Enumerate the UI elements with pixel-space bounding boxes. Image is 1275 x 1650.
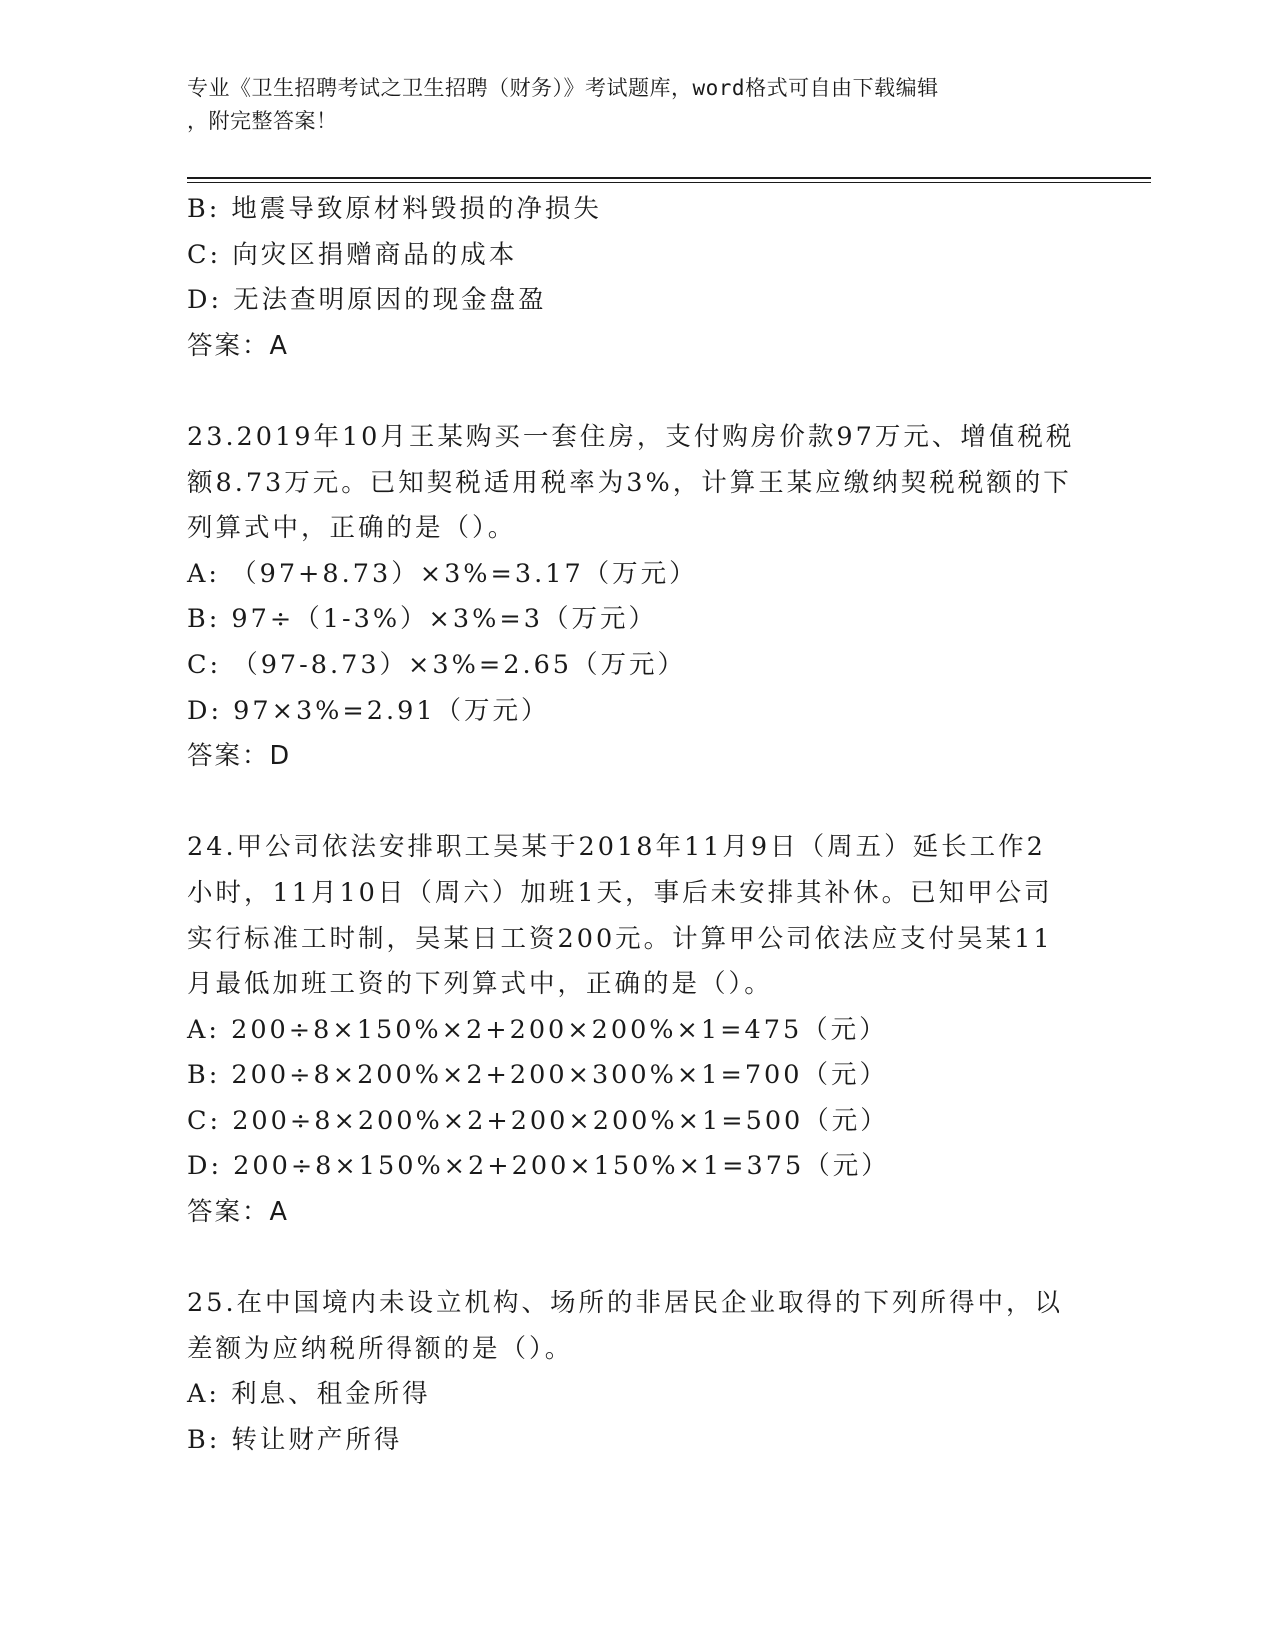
header-divider-thin [187,182,1151,183]
option-d: D: 200÷8×150%×2+200×150%×1=375（元） [187,1151,890,1182]
option-b: B: 200÷8×200%×2+200×300%×1=700（元） [187,1060,888,1091]
answer-line: 答案：A [187,1197,289,1228]
option-b: B: 地震导致原材料毁损的净损失 [187,194,602,224]
question-content [187,187,1087,1464]
header-line-1: 专业《卫生招聘考试之卫生招聘（财务）》考试题库，word格式可自由下载编辑 [187,76,939,100]
question-23 [187,415,1087,780]
header-divider-thick [187,177,1151,179]
answer-line: 答案：D [187,741,292,772]
question-stem-line: 额8.73万元。已知契税适用税率为3%，计算王某应缴纳契税税额的下 [187,467,1072,498]
option-c: C: 200÷8×200%×2+200×200%×1=500（元） [187,1105,889,1136]
question-stem-line: 差额为应纳税所得额的是（）。 [187,1333,574,1364]
header-line-2: ，附完整答案！ [187,109,338,133]
prev-question [187,187,1087,369]
option-b: B: 转让财产所得 [187,1425,403,1456]
question-stem-line: 实行标准工时制，吴某日工资200元。计算甲公司依法应支付吴某11 [187,923,1053,954]
question-stem-line: 列算式中，正确的是（）。 [187,513,517,544]
option-a: A: 200÷8×150%×2+200×200%×1=475（元） [187,1014,888,1045]
document-header [187,72,1067,138]
option-a: A: （97+8.73）×3%=3.17（万元） [187,558,698,589]
option-d: D: 无法查明原因的现金盘盈 [187,285,547,316]
option-c: C: （97-8.73）×3%=2.65（万元） [187,649,687,680]
option-b: B: 97÷（1-3%）×3%=3（万元） [187,604,657,635]
spacer [187,780,1087,826]
question-24 [187,825,1087,1235]
question-25 [187,1281,1087,1463]
question-stem-line: 24.甲公司依法安排职工吴某于2018年11月9日（周五）延长工作2 [187,832,1046,863]
question-stem-line: 月最低加班工资的下列算式中，正确的是（）。 [187,969,773,1000]
question-stem-line: 25.在中国境内未设立机构、场所的非居民企业取得的下列所得中，以 [187,1288,1064,1319]
spacer [187,1236,1087,1282]
answer-line: 答案：A [187,330,289,361]
option-a: A: 利息、租金所得 [187,1379,431,1410]
option-d: D: 97×3%=2.91（万元） [187,695,550,726]
option-c: C: 向灾区捐赠商品的成本 [187,239,518,270]
question-stem-line: 23.2019年10月王某购买一套住房，支付购房价款97万元、增值税税 [187,421,1075,452]
spacer [187,369,1087,415]
question-stem-line: 小时，11月10日（周六）加班1天，事后未安排其补休。已知甲公司 [187,877,1053,908]
